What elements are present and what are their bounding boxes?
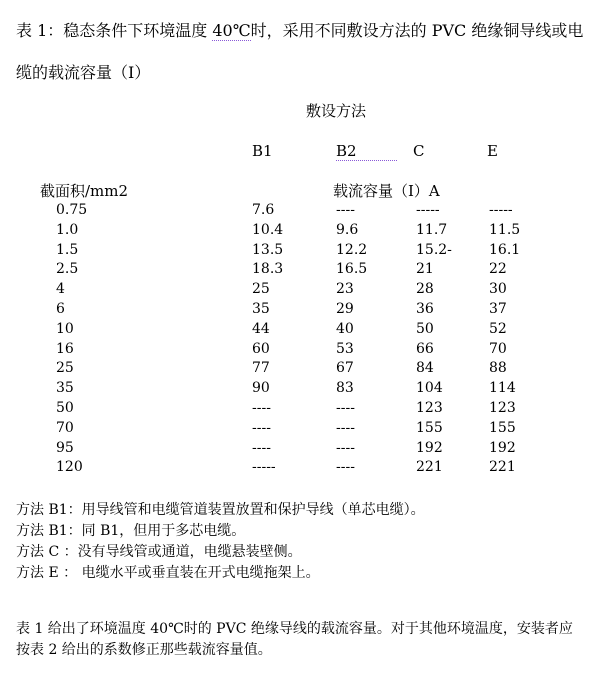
note-b1: 方法 B1：用导线管和电缆管道装置放置和保护导线（单芯电缆）。 — [16, 502, 425, 518]
cell-c: 36 — [416, 300, 434, 317]
cell-c: 11.7 — [416, 221, 448, 238]
cell-area: 6 — [56, 300, 65, 317]
cell-area: 2.5 — [56, 261, 79, 278]
cell-e: 22 — [489, 261, 507, 278]
cell-b1: 35 — [252, 300, 270, 317]
area-heading: 截面积/mm2 — [40, 182, 129, 200]
title-text-end: 时，采用不同敷设方法的 PVC 绝缘铜导线或电缆的载流容量（I） — [16, 21, 584, 82]
cell-c: 155 — [416, 419, 443, 436]
cell-b2: 16.5 — [336, 261, 368, 278]
cell-e: 88 — [489, 360, 507, 377]
cell-c: 66 — [416, 340, 434, 357]
cell-e: 11.5 — [489, 221, 521, 238]
table-row — [0, 241, 569, 261]
method-notes — [16, 500, 425, 584]
cell-area: 35 — [56, 380, 74, 397]
cell-e: 221 — [489, 459, 516, 476]
table-row — [0, 419, 569, 439]
cell-e: 30 — [489, 281, 507, 298]
cell-area: 4 — [56, 281, 65, 298]
title-temperature: 40℃ — [212, 21, 251, 40]
column-header-c: C — [413, 142, 425, 160]
table-row — [0, 280, 569, 300]
column-header-b2: B2 — [336, 142, 397, 161]
cell-c: 28 — [416, 281, 434, 298]
cell-b1: 10.4 — [252, 221, 284, 238]
table-row — [0, 260, 569, 280]
cell-c: 192 — [416, 439, 443, 456]
cell-c: 123 — [416, 399, 443, 416]
cell-b1: 44 — [252, 320, 270, 337]
cell-e: 123 — [489, 399, 516, 416]
cell-area: 1.5 — [56, 241, 79, 258]
cell-c: 84 — [416, 360, 434, 377]
cell-b1: 7.6 — [252, 202, 275, 218]
cell-b1: 90 — [252, 380, 270, 397]
cell-b2: ---- — [336, 202, 355, 218]
cell-area: 0.75 — [56, 202, 88, 218]
cell-c: 221 — [416, 459, 443, 476]
note-b1-multicore: 方法 B1：同 B1，但用于多芯电缆。 — [16, 523, 246, 539]
cell-b2: 67 — [336, 360, 354, 377]
cell-b1: ----- — [252, 459, 276, 476]
cell-area: 120 — [56, 459, 83, 476]
table-row — [0, 300, 569, 320]
cell-b1: 25 — [252, 281, 270, 298]
table-row — [0, 221, 569, 241]
table-row — [0, 439, 569, 459]
table-row — [0, 458, 569, 478]
cell-b1: 60 — [252, 340, 270, 357]
cell-e: 52 — [489, 320, 507, 337]
table-row — [0, 359, 569, 379]
cell-area: 25 — [56, 360, 74, 377]
capacity-heading: 载流容量（I）A — [333, 182, 440, 200]
cell-e: 114 — [489, 380, 516, 397]
cell-area: 16 — [56, 340, 74, 357]
cell-area: 70 — [56, 419, 74, 436]
note-e: 方法 E ： 电缆水平或垂直装在开式电缆拖架上。 — [16, 565, 320, 581]
method-heading: 敷设方法 — [305, 102, 366, 120]
cell-b2: ---- — [336, 399, 355, 416]
cell-b2: 12.2 — [336, 241, 368, 258]
cell-b1: 77 — [252, 360, 270, 377]
table-row — [0, 340, 569, 360]
cell-area: 1.0 — [56, 221, 79, 238]
cell-e: 155 — [489, 419, 516, 436]
cell-b2: 53 — [336, 340, 354, 357]
cell-b2: 9.6 — [336, 221, 359, 238]
cell-b1: ---- — [252, 419, 271, 436]
cell-e: ----- — [489, 202, 513, 218]
cell-area: 95 — [56, 439, 74, 456]
table-row — [0, 320, 569, 340]
note-c: 方法 C ：没有导线管或通道，电缆悬装壁侧。 — [16, 544, 302, 560]
cell-c: 104 — [416, 380, 443, 397]
column-header-e: E — [487, 142, 498, 160]
capacity-table-body — [0, 201, 569, 478]
cell-b1: 18.3 — [252, 261, 284, 278]
column-header-b1: B1 — [252, 142, 273, 160]
cell-b1: 13.5 — [252, 241, 284, 258]
cell-b2: 83 — [336, 380, 354, 397]
document-title — [16, 10, 586, 94]
cell-b2: ---- — [336, 419, 355, 436]
cell-b2: 23 — [336, 281, 354, 298]
cell-e: 16.1 — [489, 241, 521, 258]
cell-b2: 40 — [336, 320, 354, 337]
table-row — [0, 399, 569, 419]
table-row — [0, 379, 569, 399]
cell-b2: ---- — [336, 459, 355, 476]
cell-area: 50 — [56, 399, 74, 416]
title-text-start: 表 1：稳态条件下环境温度 — [16, 21, 213, 40]
cell-b2: ---- — [336, 439, 355, 456]
cell-e: 70 — [489, 340, 507, 357]
footer-paragraph: 表 1 给出了环境温度 40℃时的 PVC 绝缘导线的载流容量。对于其他环境温度，安装者应按表 2 给出的系数修正那些载流容量值。 — [16, 621, 573, 658]
cell-e: 192 — [489, 439, 516, 456]
capacity-table — [0, 201, 569, 478]
cell-area: 10 — [56, 320, 74, 337]
cell-b1: ---- — [252, 399, 271, 416]
cell-c: 50 — [416, 320, 434, 337]
cell-e: 37 — [489, 300, 507, 317]
cell-b1: ---- — [252, 439, 271, 456]
cell-c: ----- — [416, 202, 440, 218]
cell-c: 21 — [416, 261, 434, 278]
cell-b2: 29 — [336, 300, 354, 317]
cell-c: 15.2- — [416, 241, 452, 258]
table-row — [0, 201, 569, 221]
